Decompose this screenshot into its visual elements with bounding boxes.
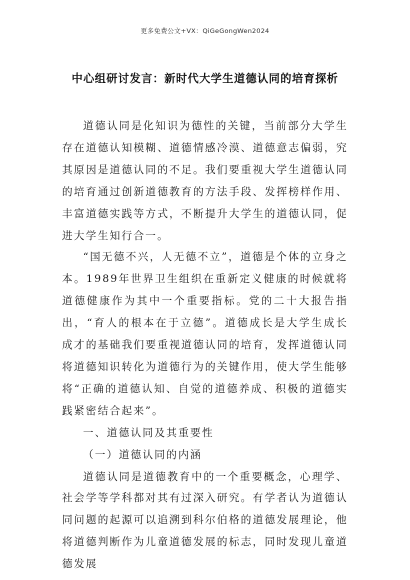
document-body <box>62 116 348 576</box>
document-title: 中心组研讨发言：新时代大学生道德认同的培育探析 <box>71 72 339 85</box>
subsection-heading: （一）道德认同的内涵 <box>83 448 202 461</box>
paragraph-intro: 道德认同是化知识为德性的关键，当前部分大学生存在道德认知模糊、道德情感冷漠、道德意志偏弱，究其原因是道德认同的不足。我们要重视大学生道德认同的培育通过创新道德教育的方法手段、发挥榜样作用、丰富道德实践等方式，不断提升大学生的道德认同，促进大学生知行合一。 <box>62 120 348 242</box>
section-heading: 一、道德认同及其重要性 <box>83 426 214 439</box>
paragraph-importance: “国无德不兴，人无德不立”，道德是个体的立身之本。1989年世界卫生组织在重新定义健康的时候就将道德健康作为其中一个重要指标。党的二十大报告指出，“育人的根本在于立德”。道德成长是大学生成长成才的基础我们要重视道德认同的培育，发挥道德认同将道德知识转化为道德行为的关键作用，使大学生能够将“正确的道德认知、自觉的道德养成、积极的道德实践紧密结合起来”。 <box>62 251 348 417</box>
paragraph-definition: 道德认同是道德教育中的一个重要概念，心理学、社会学等学科都对其有过深入研究。有学者认为道德认同问题的起源可以追溯到科尔伯格的道德发展理论，他将道德判断作为儿童道德发展的标志，同时发现儿童道德发展 <box>62 470 348 571</box>
header-note: 更多免费公文+VX：QiGeGongWen2024 <box>140 27 270 35</box>
